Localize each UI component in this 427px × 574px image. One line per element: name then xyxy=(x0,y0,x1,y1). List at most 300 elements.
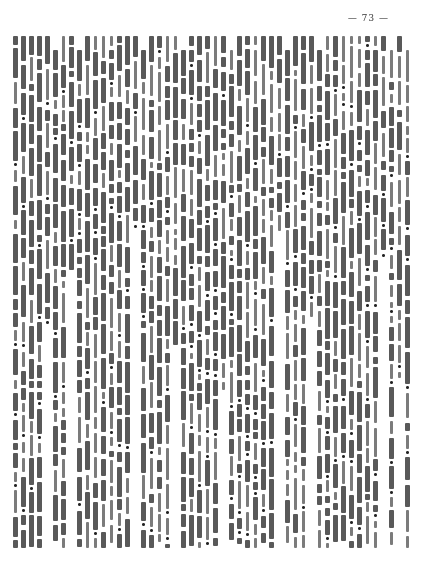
glyph-word xyxy=(325,149,330,176)
punctuation-mark xyxy=(326,431,329,434)
glyph-word xyxy=(286,484,289,496)
glyph-word xyxy=(166,176,169,195)
glyph-word xyxy=(85,159,90,190)
glyph-word xyxy=(302,535,305,548)
punctuation-mark xyxy=(70,141,73,144)
glyph-word xyxy=(21,36,26,61)
glyph-word xyxy=(374,143,377,163)
glyph-word xyxy=(390,285,393,297)
punctuation-mark xyxy=(214,212,217,215)
glyph-word xyxy=(349,326,354,355)
punctuation-mark xyxy=(206,372,209,375)
glyph-word xyxy=(317,177,322,196)
punctuation-mark xyxy=(46,102,49,105)
glyph-word xyxy=(125,417,130,444)
glyph-word xyxy=(13,108,18,128)
glyph-word xyxy=(285,50,290,76)
glyph-word xyxy=(93,138,98,161)
glyph-word xyxy=(62,538,65,548)
glyph-word xyxy=(198,542,201,548)
glyph-word xyxy=(261,147,266,157)
punctuation-mark xyxy=(206,220,209,223)
glyph-word xyxy=(62,36,65,62)
glyph-word xyxy=(325,380,330,398)
punctuation-mark xyxy=(246,435,249,438)
glyph-word xyxy=(150,162,153,169)
glyph-word xyxy=(189,70,194,95)
glyph-word xyxy=(149,311,154,323)
glyph-word xyxy=(373,260,378,273)
punctuation-mark xyxy=(246,124,249,127)
punctuation-mark xyxy=(254,292,257,295)
glyph-word xyxy=(141,293,146,313)
glyph-word xyxy=(29,268,34,295)
glyph-word xyxy=(206,339,209,356)
glyph-word xyxy=(405,235,410,256)
glyph-word xyxy=(365,245,370,267)
glyph-word xyxy=(150,227,153,238)
glyph-word xyxy=(189,156,194,167)
glyph-word xyxy=(237,281,242,293)
glyph-word xyxy=(213,203,218,210)
glyph-word xyxy=(366,502,369,511)
glyph-word xyxy=(109,198,114,205)
glyph-word xyxy=(46,123,49,147)
text-column xyxy=(188,36,195,548)
glyph-word xyxy=(37,135,42,162)
text-column xyxy=(60,36,67,548)
punctuation-mark xyxy=(270,441,273,444)
glyph-word xyxy=(61,270,66,277)
glyph-word xyxy=(261,99,266,125)
glyph-word xyxy=(326,202,329,211)
glyph-word xyxy=(254,81,257,104)
glyph-word xyxy=(285,78,290,102)
glyph-word xyxy=(21,371,26,386)
glyph-word xyxy=(286,459,289,466)
glyph-word xyxy=(213,332,218,351)
glyph-word xyxy=(349,301,354,324)
glyph-word xyxy=(245,380,250,390)
glyph-word xyxy=(181,194,186,212)
glyph-word xyxy=(373,50,378,72)
glyph-word xyxy=(37,249,42,279)
glyph-word xyxy=(373,121,378,141)
glyph-word xyxy=(278,88,281,109)
glyph-word xyxy=(398,310,401,320)
glyph-word xyxy=(357,392,362,422)
glyph-word xyxy=(190,403,193,423)
glyph-word xyxy=(29,492,34,513)
glyph-word xyxy=(237,538,242,545)
glyph-word xyxy=(181,368,186,389)
glyph-word xyxy=(149,535,154,548)
glyph-word xyxy=(21,123,26,151)
punctuation-mark xyxy=(14,343,17,346)
punctuation-mark xyxy=(326,143,329,146)
glyph-word xyxy=(45,307,50,319)
glyph-word xyxy=(325,341,330,350)
glyph-word xyxy=(341,379,346,397)
glyph-word xyxy=(189,433,194,454)
glyph-word xyxy=(310,208,313,238)
punctuation-mark xyxy=(78,503,81,506)
text-column xyxy=(36,36,43,548)
text-column xyxy=(404,36,411,548)
glyph-word xyxy=(86,424,89,438)
glyph-word xyxy=(349,541,354,548)
glyph-word xyxy=(110,245,113,262)
glyph-word xyxy=(61,523,66,536)
glyph-word xyxy=(213,271,218,287)
glyph-word xyxy=(253,419,258,430)
glyph-word xyxy=(293,296,298,308)
glyph-word xyxy=(301,36,306,50)
glyph-word xyxy=(189,50,194,62)
glyph-word xyxy=(381,36,386,51)
glyph-word xyxy=(13,234,18,263)
glyph-word xyxy=(53,495,58,522)
glyph-word xyxy=(190,103,193,125)
glyph-word xyxy=(37,107,42,131)
glyph-word xyxy=(278,134,281,150)
glyph-word xyxy=(117,182,122,192)
punctuation-mark xyxy=(246,453,249,456)
punctuation-mark xyxy=(374,514,377,517)
glyph-word xyxy=(181,50,186,76)
text-column xyxy=(284,36,291,548)
punctuation-mark xyxy=(78,232,81,235)
glyph-word xyxy=(166,279,169,302)
glyph-word xyxy=(325,123,330,141)
glyph-word xyxy=(325,496,330,504)
glyph-word xyxy=(197,120,202,133)
glyph-word xyxy=(85,255,90,284)
glyph-word xyxy=(166,484,169,509)
glyph-word xyxy=(141,270,146,286)
glyph-word xyxy=(350,527,353,536)
glyph-word xyxy=(333,36,338,57)
glyph-word xyxy=(189,36,194,46)
glyph-word xyxy=(333,359,338,372)
glyph-word xyxy=(286,230,289,260)
glyph-word xyxy=(101,152,106,169)
glyph-word xyxy=(222,208,225,239)
text-column xyxy=(348,36,355,548)
punctuation-mark xyxy=(110,82,113,85)
glyph-word xyxy=(310,193,313,203)
glyph-word xyxy=(365,466,370,492)
glyph-word xyxy=(158,514,161,531)
glyph-word xyxy=(237,404,242,416)
punctuation-mark xyxy=(166,511,169,514)
glyph-word xyxy=(237,380,242,398)
glyph-word xyxy=(237,36,242,56)
glyph-word xyxy=(406,393,409,418)
glyph-word xyxy=(93,52,98,76)
glyph-word xyxy=(229,185,234,193)
glyph-word xyxy=(62,95,65,108)
glyph-word xyxy=(270,117,273,132)
glyph-word xyxy=(205,135,210,166)
glyph-word xyxy=(317,86,322,101)
glyph-word xyxy=(326,229,329,259)
glyph-word xyxy=(334,437,337,457)
glyph-word xyxy=(366,346,369,368)
glyph-word xyxy=(398,226,401,245)
glyph-word xyxy=(294,131,297,157)
glyph-word xyxy=(205,326,210,334)
glyph-word xyxy=(109,451,114,457)
glyph-word xyxy=(293,402,298,415)
glyph-word xyxy=(205,379,210,404)
glyph-word xyxy=(253,497,258,520)
glyph-word xyxy=(61,499,66,520)
glyph-word xyxy=(125,150,130,159)
glyph-word xyxy=(365,404,370,418)
glyph-word xyxy=(325,520,330,535)
glyph-word xyxy=(197,393,202,411)
glyph-word xyxy=(246,251,249,265)
glyph-word xyxy=(117,290,122,308)
glyph-word xyxy=(53,178,58,202)
glyph-word xyxy=(309,36,314,62)
glyph-word xyxy=(253,168,258,191)
glyph-word xyxy=(294,537,297,548)
glyph-word xyxy=(333,60,338,71)
glyph-word xyxy=(326,543,329,548)
glyph-word xyxy=(93,188,98,206)
punctuation-mark xyxy=(358,218,361,221)
glyph-word xyxy=(373,90,378,117)
punctuation-mark xyxy=(262,509,265,512)
glyph-word xyxy=(317,330,322,346)
glyph-word xyxy=(358,36,361,44)
glyph-word xyxy=(198,285,201,307)
punctuation-mark xyxy=(38,316,41,319)
glyph-word xyxy=(189,305,194,321)
glyph-word xyxy=(14,490,17,514)
glyph-word xyxy=(302,469,305,481)
glyph-word xyxy=(149,413,154,433)
punctuation-mark xyxy=(118,528,121,531)
glyph-word xyxy=(94,334,97,358)
glyph-word xyxy=(126,90,129,104)
glyph-word xyxy=(221,292,226,302)
glyph-word xyxy=(349,272,354,297)
glyph-word xyxy=(366,448,369,463)
punctuation-mark xyxy=(294,255,297,258)
glyph-word xyxy=(405,265,410,296)
glyph-word xyxy=(205,300,210,322)
glyph-word xyxy=(245,211,250,241)
glyph-word xyxy=(229,121,234,129)
glyph-word xyxy=(342,216,345,245)
punctuation-mark xyxy=(214,243,217,246)
glyph-word xyxy=(262,267,265,284)
punctuation-mark xyxy=(262,442,265,445)
text-column xyxy=(228,36,235,548)
glyph-word xyxy=(398,323,401,341)
glyph-word xyxy=(101,324,106,355)
glyph-word xyxy=(229,480,234,495)
punctuation-mark xyxy=(326,475,329,478)
glyph-word xyxy=(405,161,410,175)
glyph-word xyxy=(261,448,266,467)
punctuation-mark xyxy=(118,334,121,337)
text-column xyxy=(108,36,115,548)
glyph-word xyxy=(125,452,130,473)
glyph-word xyxy=(77,313,82,343)
glyph-word xyxy=(357,425,362,450)
glyph-word xyxy=(174,238,177,250)
punctuation-mark xyxy=(110,366,113,369)
glyph-word xyxy=(213,320,218,330)
glyph-word xyxy=(78,397,81,413)
punctuation-mark xyxy=(22,344,25,347)
glyph-word xyxy=(77,268,82,278)
glyph-word xyxy=(237,464,242,473)
glyph-word xyxy=(158,240,161,255)
glyph-word xyxy=(333,75,338,86)
glyph-word xyxy=(213,249,218,266)
glyph-word xyxy=(181,333,186,343)
punctuation-mark xyxy=(150,529,153,532)
glyph-word xyxy=(110,373,113,385)
punctuation-mark xyxy=(214,289,217,292)
glyph-word xyxy=(93,297,98,314)
glyph-word xyxy=(390,94,393,103)
glyph-word xyxy=(70,175,73,184)
glyph-word xyxy=(294,465,297,473)
glyph-word xyxy=(317,456,322,479)
glyph-word xyxy=(205,86,210,97)
glyph-word xyxy=(69,147,74,171)
glyph-word xyxy=(133,146,138,175)
glyph-word xyxy=(166,339,169,349)
glyph-word xyxy=(77,50,82,81)
glyph-word xyxy=(117,467,122,497)
glyph-word xyxy=(294,478,297,510)
glyph-word xyxy=(165,100,170,120)
text-column xyxy=(84,36,91,548)
punctuation-mark xyxy=(302,506,305,509)
glyph-word xyxy=(85,36,90,61)
punctuation-mark xyxy=(390,461,393,464)
text-column xyxy=(356,36,363,548)
glyph-word xyxy=(229,236,234,245)
glyph-word xyxy=(22,156,25,174)
glyph-word xyxy=(278,215,281,230)
glyph-word xyxy=(317,260,322,271)
text-column xyxy=(116,36,123,548)
punctuation-mark xyxy=(166,537,169,540)
punctuation-mark xyxy=(78,164,81,167)
glyph-word xyxy=(366,109,369,127)
glyph-word xyxy=(133,180,138,205)
glyph-word xyxy=(85,221,90,252)
glyph-word xyxy=(21,177,26,203)
punctuation-mark xyxy=(398,365,401,368)
glyph-word xyxy=(181,246,186,278)
glyph-word xyxy=(341,247,346,278)
glyph-word xyxy=(229,203,234,217)
glyph-word xyxy=(117,408,122,415)
glyph-word xyxy=(269,513,274,539)
glyph-word xyxy=(302,485,305,503)
glyph-word xyxy=(373,74,378,86)
glyph-word xyxy=(302,114,305,127)
glyph-word xyxy=(157,400,162,409)
glyph-word xyxy=(117,499,122,509)
glyph-word xyxy=(405,352,410,384)
glyph-word xyxy=(45,152,50,166)
glyph-word xyxy=(46,171,49,195)
glyph-word xyxy=(334,94,337,115)
glyph-word xyxy=(54,232,57,242)
punctuation-mark xyxy=(102,401,105,404)
glyph-word xyxy=(173,87,178,118)
glyph-word xyxy=(285,417,290,436)
text-column xyxy=(316,36,323,548)
glyph-word xyxy=(246,178,249,189)
punctuation-mark xyxy=(38,436,41,439)
glyph-word xyxy=(405,423,410,431)
glyph-word xyxy=(310,155,313,166)
punctuation-mark xyxy=(254,412,257,415)
glyph-word xyxy=(301,200,306,210)
glyph-word xyxy=(37,235,42,242)
punctuation-mark xyxy=(86,371,89,374)
glyph-word xyxy=(261,533,266,544)
glyph-word xyxy=(181,78,186,94)
glyph-word xyxy=(334,492,337,500)
glyph-word xyxy=(53,73,58,97)
glyph-word xyxy=(197,311,202,332)
glyph-word xyxy=(301,226,306,250)
glyph-word xyxy=(269,136,274,165)
glyph-word xyxy=(13,453,18,468)
glyph-word xyxy=(78,417,81,442)
glyph-word xyxy=(374,276,377,303)
glyph-word xyxy=(253,206,258,236)
glyph-word xyxy=(149,437,154,449)
glyph-word xyxy=(117,387,122,406)
glyph-word xyxy=(86,288,89,318)
punctuation-mark xyxy=(198,484,201,487)
glyph-word xyxy=(150,382,153,409)
punctuation-mark xyxy=(166,210,169,213)
glyph-word xyxy=(150,326,153,353)
glyph-word xyxy=(286,333,289,360)
glyph-word xyxy=(390,50,393,78)
glyph-word xyxy=(141,50,146,79)
punctuation-mark xyxy=(286,205,289,208)
glyph-word xyxy=(261,421,266,440)
glyph-word xyxy=(61,65,66,88)
glyph-word xyxy=(198,267,201,281)
glyph-word xyxy=(269,187,274,193)
punctuation-mark xyxy=(158,50,161,53)
text-column xyxy=(132,36,139,548)
glyph-word xyxy=(125,69,130,87)
glyph-word xyxy=(366,421,369,446)
glyph-word xyxy=(118,170,121,177)
punctuation-mark xyxy=(294,288,297,291)
glyph-word xyxy=(325,454,330,472)
glyph-word xyxy=(254,281,257,290)
glyph-word xyxy=(261,469,266,489)
